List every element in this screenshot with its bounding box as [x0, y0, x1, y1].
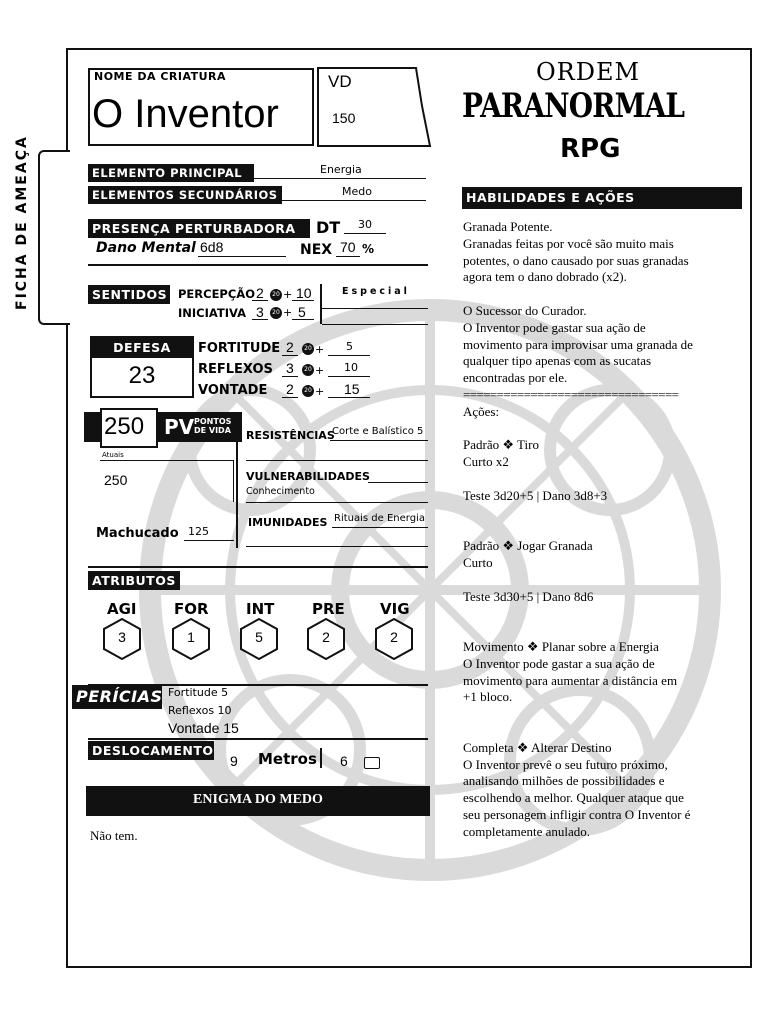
hp-current-label: Atuais: [102, 451, 124, 459]
attr-for-name: FOR: [174, 600, 209, 618]
hurt-line: [184, 540, 234, 541]
hp-current-value: 250: [104, 413, 145, 440]
attr-for-value: 1: [187, 629, 195, 645]
resist-line-2: [246, 460, 428, 461]
initiative-plus: +: [283, 306, 293, 319]
secondary-element-label: ELEMENTOS SECUNDÁRIOS: [88, 186, 282, 204]
initiative-dice: 3: [256, 304, 264, 320]
reflexes-bonus-line: [328, 376, 370, 377]
special-label: Especial: [342, 286, 410, 297]
vuln-label: VULNERABILIDADES: [246, 470, 370, 483]
vuln-line-1: [368, 482, 428, 483]
movement-squares: 6: [340, 753, 348, 769]
fortitude-d20-icon: 20: [302, 343, 314, 355]
secondary-element-value: Medo: [342, 185, 372, 198]
abilities-label: HABILIDADES E AÇÕES: [462, 187, 742, 209]
will-plus: +: [315, 385, 325, 398]
main-element-value: Energia: [320, 163, 362, 176]
vuln-line-2: [246, 502, 428, 503]
movement-value: 9: [230, 753, 238, 769]
logo: [462, 58, 742, 168]
ability-line: [463, 421, 748, 438]
initiative-label: INICIATIVA: [178, 306, 247, 320]
ability-line: Movimento ❖ Planar sobre a Energia: [463, 638, 659, 654]
attr-vig-value: 2: [390, 629, 398, 645]
hp-pv-sub1: PONTOS: [194, 417, 232, 426]
ability-line: Granada Potente.: [463, 219, 553, 234]
defense-value: 23: [128, 362, 156, 389]
immune-label: IMUNIDADES: [248, 516, 328, 529]
skills-label: PERÍCIAS: [72, 685, 162, 709]
fortitude-bonus: 5: [346, 340, 353, 353]
perception-dice-line: [252, 300, 268, 301]
initiative-bonus: 5: [298, 304, 306, 320]
perception-plus: +: [283, 288, 293, 301]
attr-pre-value: 2: [322, 629, 330, 645]
attr-int-name: INT: [246, 600, 275, 618]
fortitude-dice: 2: [286, 339, 294, 355]
secondary-element-line: [282, 200, 426, 201]
ability-line: movimento para improvisar uma granada de: [463, 336, 693, 352]
movement-unit-bar: [320, 748, 322, 768]
ability-line: [463, 286, 748, 303]
ability-line: Teste 3d20+5 | Dano 3d8+3: [463, 487, 608, 503]
ability-line: [463, 471, 748, 488]
vuln-value: Conhecimento: [246, 486, 315, 497]
ability-line: seu personagem infligir contra O Inventor é: [463, 806, 691, 822]
fortitude-label: FORTITUDE: [198, 341, 281, 356]
sheet-left-border-top: [66, 48, 68, 158]
ability-line: Padrão ❖ Jogar Granada: [463, 538, 593, 554]
senses-label: SENTIDOS: [88, 285, 170, 304]
ability-line: Teste 3d30+5 | Dano 8d6: [463, 588, 594, 604]
hp-pv-label: PV: [164, 415, 195, 439]
ability-line: Curto x2: [463, 454, 509, 470]
main-element-label: ELEMENTO PRINCIPAL: [88, 164, 254, 182]
perception-d20-icon: 20: [270, 289, 282, 301]
hurt-value: 125: [188, 525, 209, 538]
ability-line: [463, 505, 748, 522]
will-d20-icon: 20: [302, 385, 314, 397]
sheet-left-border-bottom: [66, 320, 68, 968]
movement-label: DESLOCAMENTO: [88, 741, 214, 760]
reflexes-label: REFLEXOS: [198, 362, 273, 377]
ability-line: +1 bloco.: [463, 689, 513, 705]
creature-name-label: NOME DA CRIATURA: [94, 70, 227, 83]
ability-line: completamente anulado.: [463, 823, 591, 839]
reflexes-d20-icon: 20: [302, 364, 314, 376]
ability-line: movimento para aumentar a distância em: [463, 672, 678, 688]
defense-label: DEFESA: [90, 336, 194, 358]
immune-value: Rituais de Energia: [334, 513, 425, 524]
special-line-1: [322, 308, 428, 309]
mental-damage-value: 6d8: [200, 239, 224, 255]
movement-square-checkbox[interactable]: [364, 757, 380, 769]
movement-unit: Metros: [258, 750, 317, 768]
presence-label: PRESENÇA PERTURBADORA: [88, 219, 310, 238]
sidebar-tab-label: FICHA DE AMEAÇA: [14, 135, 30, 310]
attr-for-hexagon: [172, 618, 210, 660]
skills-line-1: Fortitude 5: [168, 686, 229, 699]
ability-line: O Inventor pode gastar sua ação de: [463, 319, 646, 335]
will-dice: 2: [286, 381, 294, 397]
reflexes-dice-line: [282, 376, 298, 377]
movement-divider: [88, 738, 428, 740]
nex-value: 70: [340, 239, 356, 255]
ability-line: escolhendo a melhor. Qualquer ataque que: [463, 790, 684, 806]
ability-line: [463, 572, 748, 589]
hurt-label: Machucado: [96, 526, 179, 541]
attr-int-hexagon: [240, 618, 278, 660]
attributes-label: ATRIBUTOS: [88, 571, 180, 590]
attr-vig-name: VIG: [380, 600, 410, 618]
mental-damage-line: [198, 256, 286, 257]
nex-label: NEX: [300, 242, 333, 258]
resist-line-1: [330, 440, 428, 441]
attr-int-value: 5: [255, 629, 263, 645]
ability-line: Completa ❖ Alterar Destino: [463, 739, 612, 755]
ability-line: Curto: [463, 554, 493, 570]
ability-line: O Inventor pode gastar a sua ação de: [463, 655, 655, 671]
ability-line: analisando milhões de possibilidades e: [463, 773, 665, 789]
creature-name-value: O Inventor: [92, 92, 279, 136]
resist-divider-vertical: [236, 418, 238, 548]
will-bonus: 15: [344, 381, 360, 397]
logo-bottom: RPG: [560, 134, 621, 164]
dt-line: [344, 233, 386, 234]
ability-line: qualquer tipo apenas com as sucatas: [463, 353, 652, 369]
ability-line: [463, 605, 748, 622]
skills-line-2: Reflexos 10: [168, 704, 232, 717]
fortitude-dice-line: [282, 355, 298, 356]
dt-label: DT: [316, 218, 341, 237]
will-dice-line: [282, 397, 298, 398]
sidebar-tab: [38, 150, 70, 325]
hp-pv-sub2: DE VIDA: [194, 426, 231, 435]
enigma-label: ENIGMA DO MEDO: [86, 786, 430, 816]
perception-label: PERCEPÇÃO: [178, 287, 255, 301]
ability-line: agora tem o dano dobrado (x2).: [463, 269, 627, 285]
dt-value: 30: [358, 218, 372, 231]
attr-pre-name: PRE: [312, 600, 345, 618]
initiative-d20-icon: 20: [270, 307, 282, 319]
ability-line: encontradas por ele.: [463, 370, 568, 386]
attr-agi-hexagon: [103, 618, 141, 660]
ability-line: [463, 706, 748, 723]
special-line-2: [322, 324, 428, 325]
ability-line: Padrão ❖ Tiro: [463, 437, 539, 453]
perception-bonus: 10: [296, 285, 312, 301]
mental-damage-label: Dano Mental: [96, 240, 196, 256]
main-element-line: [254, 178, 426, 179]
skills-line-3: Vontade 15: [168, 720, 239, 736]
attr-agi-value: 3: [118, 629, 126, 645]
ability-line: O Inventor prevê o seu futuro próximo,: [463, 756, 668, 772]
nex-unit: %: [362, 242, 375, 256]
ability-line: [463, 723, 748, 740]
logo-middle: PARANORMAL: [462, 86, 685, 126]
fortitude-plus: +: [315, 343, 325, 356]
reflexes-plus: +: [315, 364, 325, 377]
perception-dice: 2: [256, 285, 264, 301]
fortitude-bonus-line: [328, 355, 370, 356]
initiative-bonus-line: [292, 319, 314, 320]
will-bonus-line: [328, 397, 370, 398]
vd-label: VD: [328, 72, 352, 91]
ability-line: Granadas feitas por você são muito mais: [463, 235, 674, 251]
ability-line: [463, 521, 748, 538]
attributes-divider: [88, 566, 428, 568]
initiative-dice-line: [252, 319, 268, 320]
presence-divider: [88, 264, 428, 266]
attr-pre-hexagon: [307, 618, 345, 660]
abilities-text: [463, 219, 748, 840]
enigma-value: Não tem.: [90, 828, 138, 843]
ability-line: potentes, o dano causado por suas granadas: [463, 252, 689, 268]
immune-line-1: [332, 527, 428, 528]
will-label: VONTADE: [198, 383, 268, 398]
attr-agi-name: AGI: [107, 600, 137, 618]
immune-line-2: [246, 546, 428, 547]
vd-value: 150: [332, 110, 356, 126]
logo-top: ORDEM: [536, 58, 641, 86]
ability-line: O Sucessor do Curador.: [463, 302, 587, 318]
hp-max-value: 250: [104, 472, 128, 488]
ability-separator: ================================: [463, 386, 679, 402]
perception-bonus-line: [292, 300, 314, 301]
resist-value: Corte e Balístico 5: [332, 426, 424, 437]
reflexes-bonus: 10: [344, 361, 358, 374]
resist-label: RESISTÊNCIAS: [246, 429, 335, 442]
senses-divider-vertical: [320, 284, 322, 324]
nex-line: [336, 256, 360, 257]
attr-vig-hexagon: [375, 618, 413, 660]
ability-line: Ações:: [463, 403, 500, 419]
ability-line: [463, 622, 748, 639]
reflexes-dice: 3: [286, 360, 294, 376]
